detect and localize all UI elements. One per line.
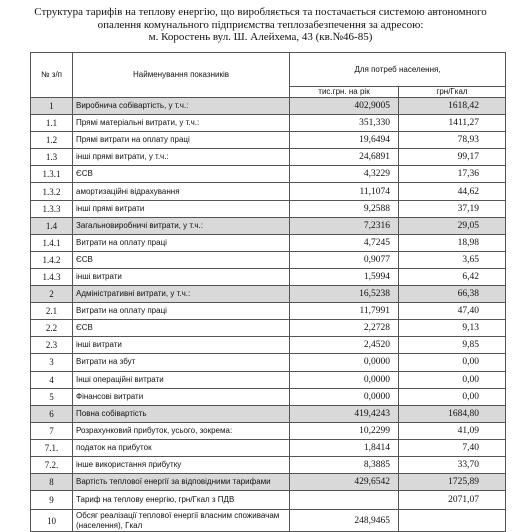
row-number: 2 [31, 286, 73, 303]
row-number: 1.4.2 [31, 251, 73, 268]
row-number: 1.4.3 [31, 268, 73, 285]
row-indicator-name: ЄСВ [73, 251, 290, 268]
row-number: 1.3.2 [31, 183, 73, 200]
row-value-uah-per-gcal: 37,19 [399, 200, 506, 217]
table-row [31, 98, 506, 115]
row-indicator-name: Виробнича собівартість, у т.ч.: [73, 98, 290, 115]
row-number: 7.1. [31, 439, 73, 456]
header-number: № з/п [31, 53, 73, 98]
row-value-thousand-uah: 0,0000 [290, 354, 399, 371]
row-value-uah-per-gcal: 44,62 [399, 183, 506, 200]
table-row [31, 405, 506, 422]
row-value-thousand-uah: 1,5994 [290, 268, 399, 285]
row-number: 9 [31, 491, 73, 510]
row-value-thousand-uah: 10,2299 [290, 422, 399, 439]
row-value-uah-per-gcal: 18,98 [399, 234, 506, 251]
row-value-uah-per-gcal: 66,38 [399, 286, 506, 303]
row-number: 5 [31, 388, 73, 405]
row-value-uah-per-gcal: 3,65 [399, 251, 506, 268]
row-value-uah-per-gcal: 0,00 [399, 388, 506, 405]
row-value-uah-per-gcal: 0,00 [399, 371, 506, 388]
row-indicator-name: амортизаційні відрахування [73, 183, 290, 200]
row-number: 1.1 [31, 115, 73, 132]
row-value-thousand-uah: 4,3229 [290, 166, 399, 183]
row-value-thousand-uah: 11,7991 [290, 303, 399, 320]
row-number: 2.2 [31, 320, 73, 337]
table-row [31, 115, 506, 132]
row-number: 2.1 [31, 303, 73, 320]
row-number: 8 [31, 474, 73, 491]
row-value-thousand-uah: 7,2316 [290, 217, 399, 234]
row-indicator-name: Прямі матеріальні витрати, у т.ч.: [73, 115, 290, 132]
row-value-thousand-uah: 351,330 [290, 115, 399, 132]
row-value-thousand-uah: 429,6542 [290, 474, 399, 491]
header-unit-uah-per-gcal: грн/Гкал [399, 87, 506, 98]
row-indicator-name: Витрати на збут [73, 354, 290, 371]
row-value-thousand-uah: 0,0000 [290, 371, 399, 388]
table-row [31, 491, 506, 510]
row-indicator-name: інші прямі витрати [73, 200, 290, 217]
row-value-thousand-uah: 2,2728 [290, 320, 399, 337]
row-indicator-name: інше використання прибутку [73, 456, 290, 473]
row-indicator-name: інші витрати [73, 337, 290, 354]
table-row [31, 183, 506, 200]
row-value-thousand-uah: 402,9005 [290, 98, 399, 115]
row-number: 2.3 [31, 337, 73, 354]
row-value-thousand-uah: 19,6494 [290, 132, 399, 149]
row-indicator-name: Тариф на теплову енергію, грн/Гкал з ПДВ [73, 491, 290, 510]
table-row [31, 251, 506, 268]
table-row [31, 474, 506, 491]
row-value-uah-per-gcal: 41,09 [399, 422, 506, 439]
row-indicator-name: ЄСВ [73, 320, 290, 337]
row-value-thousand-uah: 1,8414 [290, 439, 399, 456]
row-value-uah-per-gcal: 9,85 [399, 337, 506, 354]
row-number: 1.2 [31, 132, 73, 149]
row-indicator-name: ЄСВ [73, 166, 290, 183]
row-number: 10 [31, 510, 73, 532]
row-value-thousand-uah: 11,1074 [290, 183, 399, 200]
row-value-thousand-uah: 16,5238 [290, 286, 399, 303]
table-row [31, 510, 506, 532]
row-value-thousand-uah: 248,9465 [290, 510, 399, 532]
table-row [31, 132, 506, 149]
row-number: 7 [31, 422, 73, 439]
row-value-thousand-uah [290, 491, 399, 510]
row-value-uah-per-gcal: 78,93 [399, 132, 506, 149]
table-row [31, 371, 506, 388]
table-body [31, 98, 506, 532]
table-row [31, 337, 506, 354]
row-value-uah-per-gcal: 1725,89 [399, 474, 506, 491]
row-value-thousand-uah: 2,4520 [290, 337, 399, 354]
row-value-thousand-uah: 0,0000 [290, 388, 399, 405]
tariff-structure-table [30, 52, 506, 532]
row-indicator-name: Фінансові витрати [73, 388, 290, 405]
row-value-thousand-uah: 8,3885 [290, 456, 399, 473]
table-row [31, 422, 506, 439]
row-number: 6 [31, 405, 73, 422]
row-value-uah-per-gcal: 33,70 [399, 456, 506, 473]
row-value-uah-per-gcal: 99,17 [399, 149, 506, 166]
row-value-uah-per-gcal: 2071,07 [399, 491, 506, 510]
row-value-thousand-uah: 4,7245 [290, 234, 399, 251]
table-row [31, 217, 506, 234]
row-number: 3 [31, 354, 73, 371]
header-unit-thousand-uah: тис.грн. на рік [290, 87, 399, 98]
table-row [31, 303, 506, 320]
row-indicator-name: податок на прибуток [73, 439, 290, 456]
row-number: 1.3.1 [31, 166, 73, 183]
table-row [31, 234, 506, 251]
document-title [0, 6, 521, 44]
row-value-uah-per-gcal: 9,13 [399, 320, 506, 337]
table-row [31, 388, 506, 405]
title-line-1: Структура тарифів на теплову енергію, що виробляється та постачається системою автономного [34, 6, 487, 18]
row-value-thousand-uah: 24,6891 [290, 149, 399, 166]
row-value-uah-per-gcal: 6,42 [399, 268, 506, 285]
row-number: 7.2. [31, 456, 73, 473]
row-indicator-name: Прямі витрати на оплату праці [73, 132, 290, 149]
row-number: 1.3.3 [31, 200, 73, 217]
row-value-uah-per-gcal: 1684,80 [399, 405, 506, 422]
row-indicator-name: Розрахунковий прибуток, усього, зокрема: [73, 422, 290, 439]
row-value-uah-per-gcal: 7,40 [399, 439, 506, 456]
row-value-uah-per-gcal: 1411,27 [399, 115, 506, 132]
row-number: 1 [31, 98, 73, 115]
row-indicator-name: Загальновиробничі витрати, у т.ч.: [73, 217, 290, 234]
header-population-needs: Для потреб населення, [290, 53, 506, 87]
row-value-uah-per-gcal: 1618,42 [399, 98, 506, 115]
row-value-thousand-uah: 419,4243 [290, 405, 399, 422]
row-indicator-name: інші прямі витрати, у т.ч.: [73, 149, 290, 166]
row-value-uah-per-gcal: 47,40 [399, 303, 506, 320]
row-indicator-name: інші витрати [73, 268, 290, 285]
row-value-thousand-uah: 0,9077 [290, 251, 399, 268]
row-number: 1.4 [31, 217, 73, 234]
row-value-thousand-uah: 9,2588 [290, 200, 399, 217]
row-value-uah-per-gcal [399, 510, 506, 532]
row-indicator-name: Витрати на оплату праці [73, 303, 290, 320]
header-indicator-name: Найменування показників [73, 53, 290, 98]
row-indicator-name: Адміністративні витрати, у т.ч.: [73, 286, 290, 303]
row-indicator-name: Вартість теплової енергії за відповідними тарифами [73, 474, 290, 491]
title-line-2: опалення комунального підприємства теплозабезпечення за адресою: [97, 18, 424, 31]
table-row [31, 200, 506, 217]
table-row [31, 354, 506, 371]
table-row [31, 268, 506, 285]
table-row [31, 456, 506, 473]
row-number: 1.3 [31, 149, 73, 166]
row-indicator-name: Обсяг реалізації теплової енергії власним споживачам (населення), Гкал [73, 510, 290, 532]
title-line-3: м. Коростень вул. Ш. Алейхема, 43 (кв.№46-85) [148, 31, 373, 43]
table-row [31, 286, 506, 303]
row-indicator-name: Витрати на оплату праці [73, 234, 290, 251]
table-row [31, 320, 506, 337]
table-row [31, 149, 506, 166]
row-number: 4 [31, 371, 73, 388]
row-value-uah-per-gcal: 29,05 [399, 217, 506, 234]
row-indicator-name: Повна собівартість [73, 405, 290, 422]
row-number: 1.4.1 [31, 234, 73, 251]
row-indicator-name: Інші операційні витрати [73, 371, 290, 388]
row-value-uah-per-gcal: 17,36 [399, 166, 506, 183]
table-row [31, 439, 506, 456]
row-value-uah-per-gcal: 0,00 [399, 354, 506, 371]
table-row [31, 166, 506, 183]
